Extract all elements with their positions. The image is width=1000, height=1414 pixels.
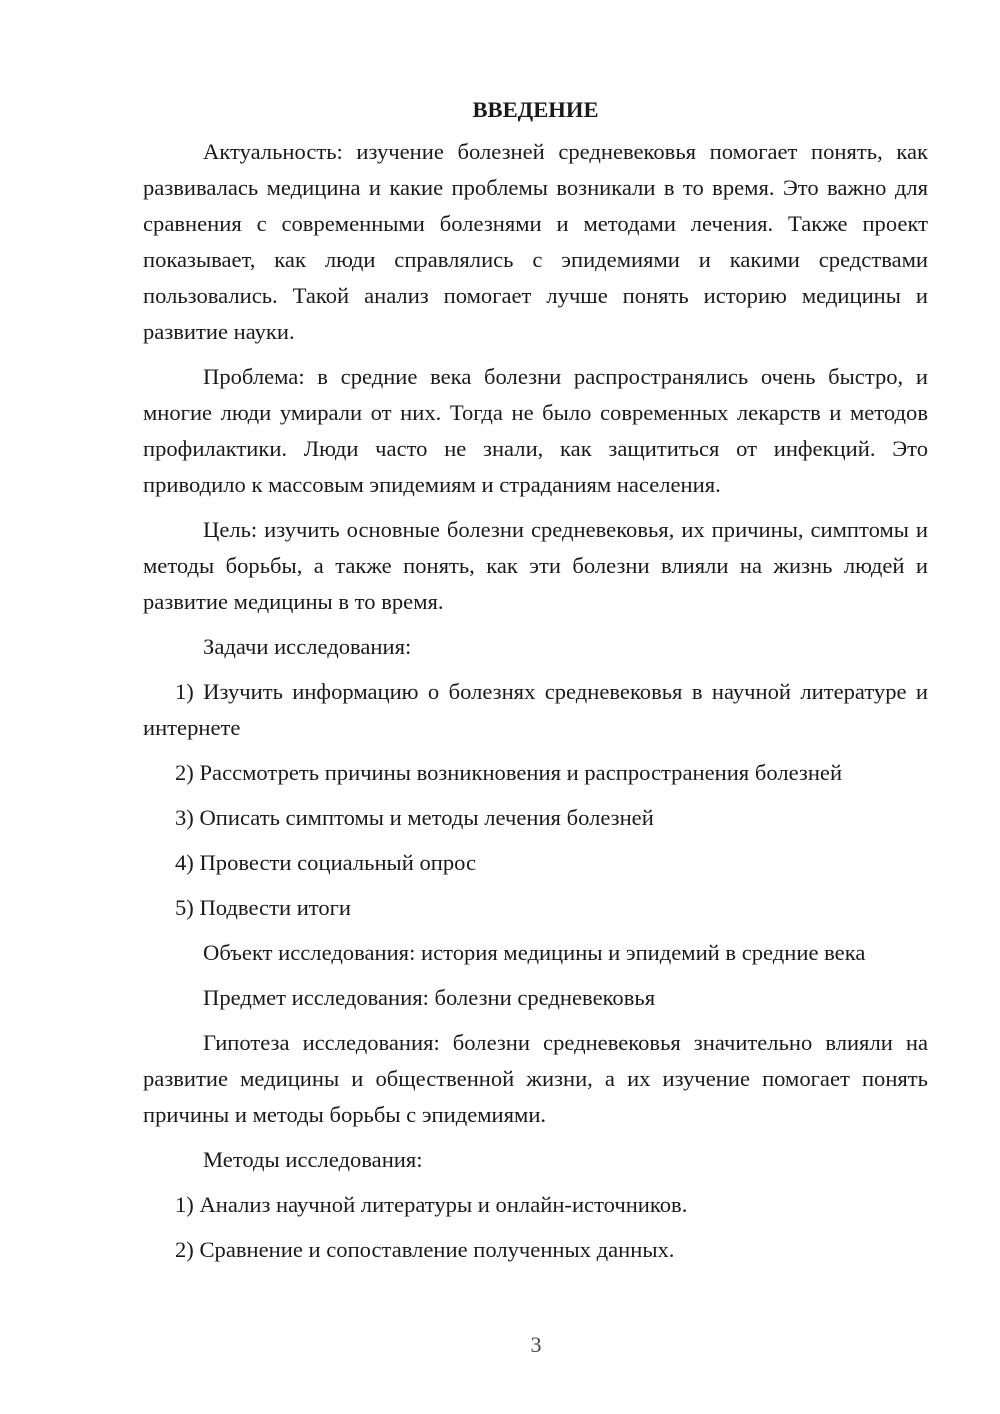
method-item-1: 1) Анализ научной литературы и онлайн-источников. <box>175 1192 688 1217</box>
goal-paragraph: Цель: изучить основные болезни средневековья, их причины, симптомы и методы борьбы, а также понять, как эти болезни влияли на жизнь людей и развитие медицины в то время. <box>143 517 928 614</box>
research-object: Объект исследования: история медицины и эпидемий в средние века <box>203 940 866 965</box>
problem-paragraph: Проблема: в средние века болезни распространялись очень быстро, и многие люди умирали от них. Тогда не было современных лекарств и методов профилактики. Люди часто не знали, как защититься от инфекций. Это приводило к массовым эпидемиям и страданиям населения. <box>143 364 928 497</box>
task-item-5: 5) Подвести итоги <box>175 895 352 920</box>
methods-list <box>143 1187 928 1268</box>
task-item-1: 1) Изучить информацию о болезнях средневековья в научной литературе и интернете <box>143 679 928 740</box>
task-item-4: 4) Провести социальный опрос <box>175 850 477 875</box>
tasks-list <box>143 674 928 926</box>
task-item-2: 2) Рассмотреть причины возникновения и распространения болезней <box>175 760 843 785</box>
methods-heading: Методы исследования: <box>203 1147 423 1172</box>
page-title: ВВЕДЕНИЕ <box>472 97 599 122</box>
task-item-3: 3) Описать симптомы и методы лечения болезней <box>175 805 654 830</box>
method-item-2: 2) Сравнение и сопоставление полученных данных. <box>175 1237 675 1262</box>
page-number: 3 <box>530 1332 542 1357</box>
hypothesis-paragraph: Гипотеза исследования: болезни средневековья значительно влияли на развитие медицины и общественной жизни, а их изучение помогает понять причины и методы борьбы с эпидемиями. <box>143 1030 928 1127</box>
relevance-paragraph: Актуальность: изучение болезней средневековья помогает понять, как развивалась медицина и какие проблемы возникали в то время. Это важно для сравнения с современными болезнями и методами лечения. Также проект показывает, как люди справлялись с эпидемиями и какими средствами пользовались. Такой анализ помогает лучше понять историю медицины и развитие науки. <box>143 139 928 344</box>
tasks-heading: Задачи исследования: <box>203 634 412 659</box>
research-subject: Предмет исследования: болезни средневековья <box>203 985 656 1010</box>
document-body <box>143 92 928 1277</box>
